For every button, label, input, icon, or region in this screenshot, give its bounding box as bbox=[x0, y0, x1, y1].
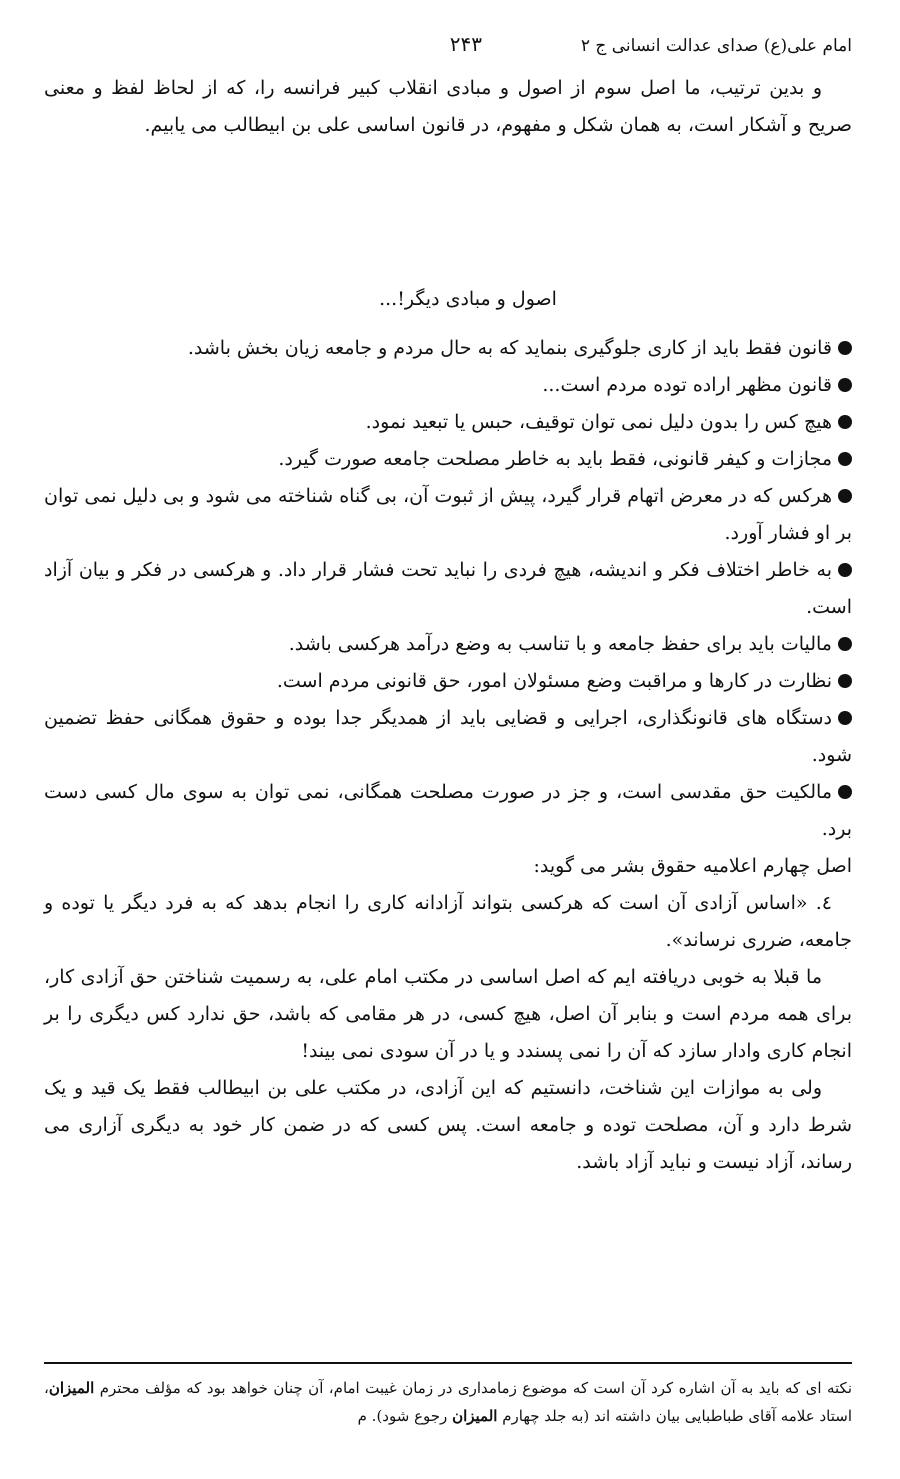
list-item-text: مالکیت حق مقدسی است، و جز در صورت مصلحت همگانی، نمی توان به سوی مال کسی دست برد. bbox=[44, 781, 852, 840]
list-item-text: هرکس که در معرض اتهام قرار گیرد، پیش از ثبوت آن، بی گناه شناخته می شود و بی دلیل نمی توان بر او فشار آورد. bbox=[44, 485, 852, 544]
principles-list bbox=[44, 330, 852, 848]
list-item-text: نظارت در کارها و مراقبت وضع مسئولان امور، حق قانونی مردم است. bbox=[276, 670, 832, 692]
body-paragraph-3: ولی به موازات این شناخت، دانستیم که این آزادی، در مکتب علی بن ابیطالب فقط یک قید و یک شرط دارد و آن، مصلحت توده و جامعه است. پس کسی که در ضمن کار خود به دیگری آزاری می رساند، آزاد نیست و نباید آزاد باشد. bbox=[44, 1077, 852, 1173]
page-number: ۲۴۳ bbox=[449, 32, 482, 56]
bullet-dot-icon bbox=[838, 785, 852, 799]
footnote bbox=[44, 1374, 852, 1430]
footnote-book-name: المیزان bbox=[48, 1379, 95, 1397]
list-item-text: دستگاه های قانونگذاری، اجرایی و قضایی باید از همدیگر جدا بوده و حقوق همگانی حفظ تضمین شود. bbox=[44, 707, 852, 766]
list-item bbox=[44, 478, 852, 552]
list-item-text: مجازات و کیفر قانونی، فقط باید به خاطر مصلحت جامعه صورت گیرد. bbox=[278, 448, 832, 470]
footnote-text: رجوع شود). م bbox=[357, 1407, 453, 1425]
list-item bbox=[44, 626, 852, 663]
list-item bbox=[44, 330, 852, 367]
section-heading: اصول و مبادی دیگر!... bbox=[379, 288, 557, 310]
list-item bbox=[44, 404, 852, 441]
list-item bbox=[44, 663, 852, 700]
bullet-dot-icon bbox=[838, 415, 852, 429]
article-quote: ٤. «اساس آزادی آن است که هرکسی بتواند آزادانه کاری را انجام بدهد که به فرد دیگر یا توده و جامعه، ضرری نرساند». bbox=[44, 892, 852, 951]
list-item-text: قانون فقط باید از کاری جلوگیری بنماید که به حال مردم و جامعه زیان بخش باشد. bbox=[187, 337, 832, 359]
bullet-dot-icon bbox=[838, 563, 852, 577]
bullet-dot-icon bbox=[838, 711, 852, 725]
list-item bbox=[44, 700, 852, 774]
bullet-dot-icon bbox=[838, 341, 852, 355]
footnote-book-name: المیزان bbox=[452, 1407, 498, 1425]
book-title: امام علی(ع) صدای عدالت انسانی ج ۲ bbox=[580, 36, 852, 56]
intro-paragraph: و بدین ترتیب، ما اصل سوم از اصول و مبادی انقلاب کبیر فرانسه را، که از لحاظ لفظ و معنی صریح و آشکار است، به همان شکل و مفهوم، در قانون اساسی علی بن ابیطالب می یابیم. bbox=[44, 77, 852, 136]
bullet-dot-icon bbox=[838, 637, 852, 651]
list-item bbox=[44, 552, 852, 626]
page-body bbox=[44, 30, 852, 1181]
bullet-dot-icon bbox=[838, 489, 852, 503]
bullet-dot-icon bbox=[838, 378, 852, 392]
body-paragraph-2: ما قبلا به خوبی دریافته ایم که اصل اساسی در مکتب امام علی، به رسمیت شناختن حق آزادی کار، برای همه مردم است و بنابر آن اصل، هیچ کسی، در هر مقامی که باشد، حق ندارد کس دیگری را بر انجام کاری وادار سازد که آن را نمی پسندد و یا در آن سودی نمی بیند! bbox=[44, 966, 852, 1062]
list-item-text: هیچ کس را بدون دلیل نمی توان توقیف، حبس یا تبعید نمود. bbox=[365, 411, 832, 433]
bullet-dot-icon bbox=[838, 452, 852, 466]
list-item bbox=[44, 367, 852, 404]
footnote-divider bbox=[44, 1362, 852, 1364]
article-intro: اصل چهارم اعلامیه حقوق بشر می گوید: bbox=[533, 855, 852, 877]
list-item bbox=[44, 441, 852, 478]
bullet-dot-icon bbox=[838, 674, 852, 688]
footnote-text: نکته ای که باید به آن اشاره کرد آن است که موضوع زمامداری در زمان غیبت امام، آن چنان خواهد بود که مؤلف محترم bbox=[94, 1379, 852, 1397]
list-item-text: به خاطر اختلاف فکر و اندیشه، هیچ فردی را نباید تحت فشار قرار داد. و هرکسی در فکر و بیان آزاد است. bbox=[44, 559, 852, 618]
list-item bbox=[44, 774, 852, 848]
running-header bbox=[44, 30, 852, 66]
list-item-text: مالیات باید برای حفظ جامعه و با تناسب به وضع درآمد هرکسی باشد. bbox=[288, 633, 832, 655]
footnote-text: ، استاد علامه آقای طباطبایی بیان داشته اند (به جلد چهارم bbox=[44, 1379, 852, 1425]
list-item-text: قانون مظهر اراده توده مردم است... bbox=[542, 374, 832, 396]
